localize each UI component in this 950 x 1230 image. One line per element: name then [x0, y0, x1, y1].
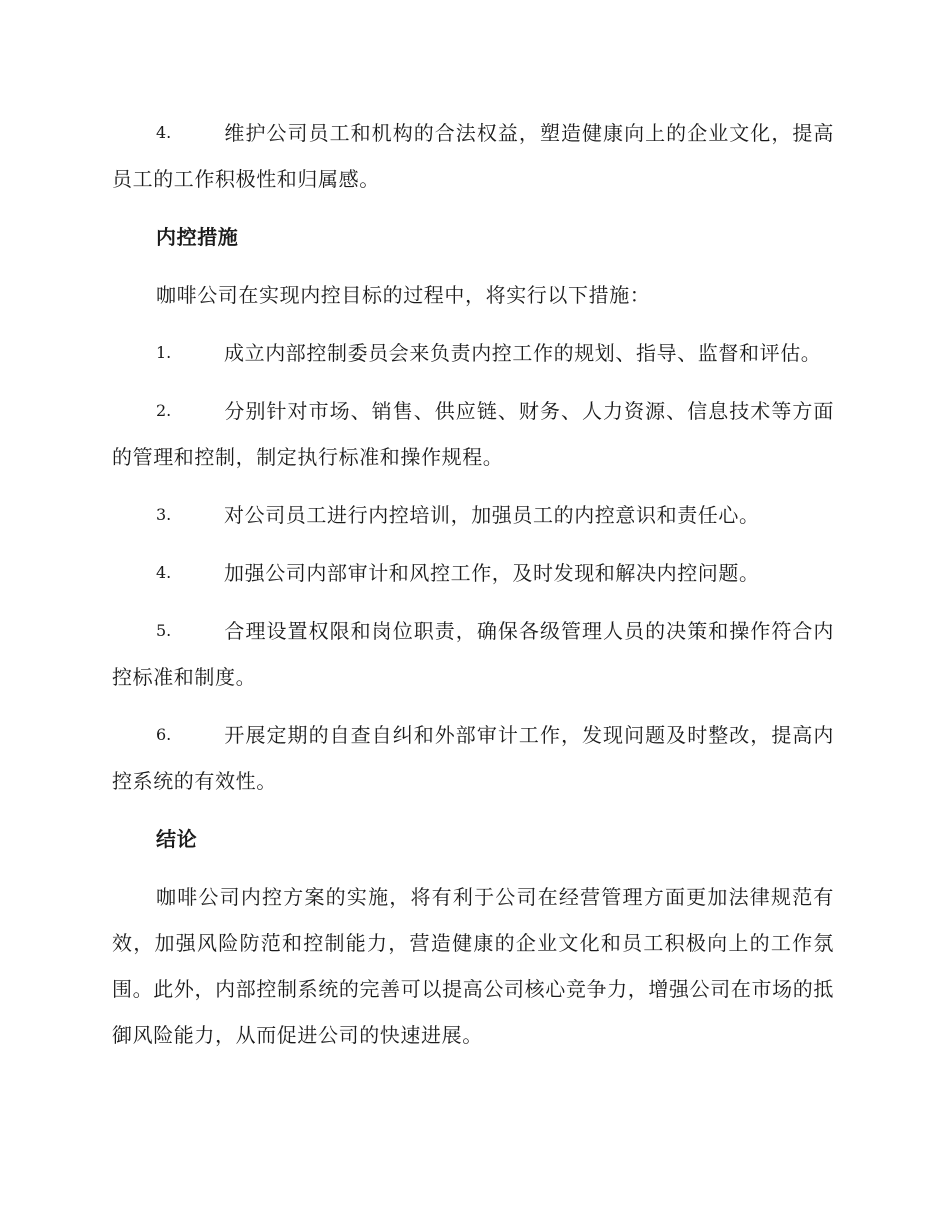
list-item-text: 成立内部控制委员会来负责内控工作的规划、指导、监督和评估。	[224, 341, 822, 365]
list-item-number: 4.	[156, 563, 172, 582]
list-item-text: 加强公司内部审计和风控工作，及时发现和解决内控问题。	[224, 561, 760, 585]
list-item	[112, 712, 834, 804]
list-item	[112, 492, 834, 538]
list-item-number: 4.	[156, 123, 172, 142]
document-content	[112, 110, 834, 1070]
list-item-number: 6.	[156, 725, 172, 744]
section-heading-conclusion: 结论	[156, 827, 198, 851]
list-item-text: 维护公司员工和机构的合法权益，塑造健康向上的企业文化，提高员工的工作积极性和归属感。	[112, 121, 834, 191]
list-item-text: 对公司员工进行内控培训，加强员工的内控意识和责任心。	[224, 503, 760, 527]
list-item-number: 2.	[156, 401, 172, 420]
section-intro: 咖啡公司在实现内控目标的过程中，将实行以下措施：	[156, 283, 651, 307]
section-heading-measures: 内控措施	[156, 225, 239, 249]
list-item	[112, 608, 834, 700]
list-item-text: 分别针对市场、销售、供应链、财务、人力资源、信息技术等方面的管理和控制，制定执行标准和操作规程。	[112, 399, 834, 469]
list-item-number: 3.	[156, 505, 172, 524]
list-item	[112, 550, 834, 596]
list-item-text: 合理设置权限和岗位职责，确保各级管理人员的决策和操作符合内控标准和制度。	[112, 619, 834, 689]
conclusion-body: 咖啡公司内控方案的实施，将有利于公司在经营管理方面更加法律规范有效，加强风险防范和控制能力，营造健康的企业文化和员工积极向上的工作氛围。此外，内部控制系统的完善可以提高公司核心竞争力，增强公司在市场的抵御风险能力，从而促进公司的快速进展。	[112, 885, 834, 1047]
list-item-number: 1.	[156, 343, 172, 362]
list-item	[112, 388, 834, 480]
list-item-number: 5.	[156, 621, 172, 640]
list-item-text: 开展定期的自查自纠和外部审计工作，发现问题及时整改，提高内控系统的有效性。	[112, 723, 834, 793]
list-item	[112, 330, 834, 376]
list-item	[112, 110, 834, 202]
